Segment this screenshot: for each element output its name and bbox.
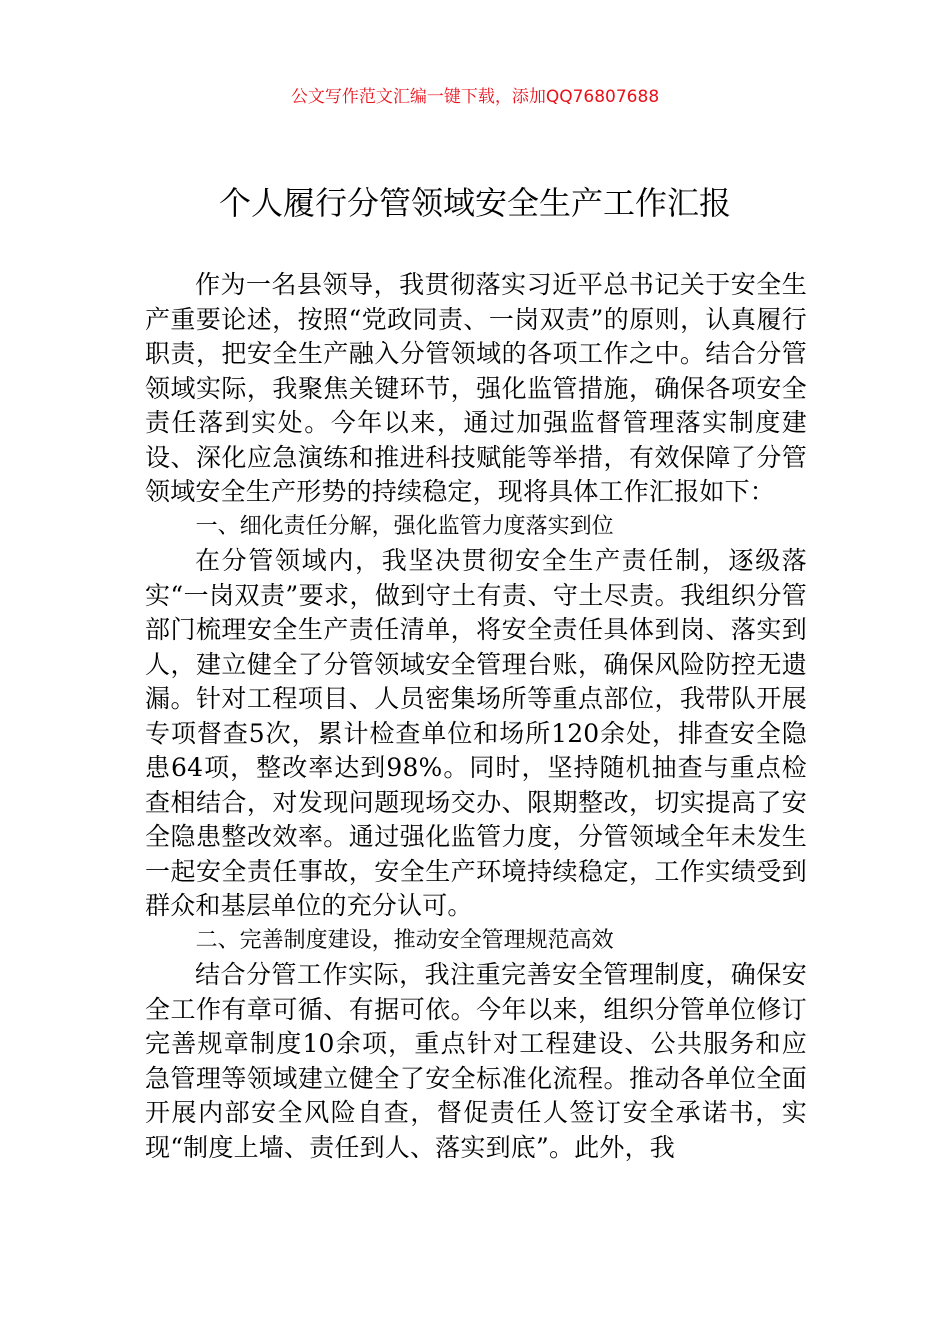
intro-paragraph: 作为一名县领导，我贯彻落实习近平总书记关于安全生产重要论述，按照“党政同责、一岗双责”的原则，认真履行职责，把安全生产融入分管领域的各项工作之中。结合分管领域实际，我聚焦关键环节，强化监管措施，确保各项安全责任落到实处。今年以来，通过加强监督管理落实制度建设、深化应急演练和推进科技赋能等举措，有效保障了分管领域安全生产形势的持续稳定，现将具体工作汇报如下： <box>145 270 807 506</box>
document-title: 个人履行分管领域安全生产工作汇报 <box>218 184 731 222</box>
section-heading-2: 二、完善制度建设，推动安全管理规范高效 <box>195 927 614 953</box>
download-watermark: 公文写作范文汇编一键下载，添加QQ76807688 <box>290 87 660 107</box>
section-1-paragraph: 在分管领域内，我坚决贯彻安全生产责任制，逐级落实“一岗双责”要求，做到守土有责、守土尽责。我组织分管部门梳理安全生产责任清单，将安全责任具体到岗、落实到人，建立健全了分管领域安全管理台账，确保风险防控无遗漏。针对工程项目、人员密集场所等重点部位，我带队开展专项督查5次，累计检查单位和场所120余处，排查安全隐患64项，整改率达到98%。同时，坚持随机抽查与重点检查相结合，对发现问题现场交办、限期整改，切实提高了安全隐患整改效率。通过强化监管力度，分管领域全年未发生一起安全责任事故，安全生产环境持续稳定，工作实绩受到群众和基层单位的充分认可。 <box>145 546 807 920</box>
section-heading-1: 一、细化责任分解，强化监管力度落实到位 <box>195 513 614 539</box>
document-body <box>145 268 807 1165</box>
section-2-paragraph: 结合分管工作实际，我注重完善安全管理制度，确保安全工作有章可循、有据可依。今年以来，组织分管单位修订完善规章制度10余项，重点针对工程建设、公共服务和应急管理等领域建立健全了安全标准化流程。推动各单位全面开展内部安全风险自查，督促责任人签订安全承诺书，实现“制度上墙、责任到人、落实到底”。此外，我 <box>145 960 807 1162</box>
